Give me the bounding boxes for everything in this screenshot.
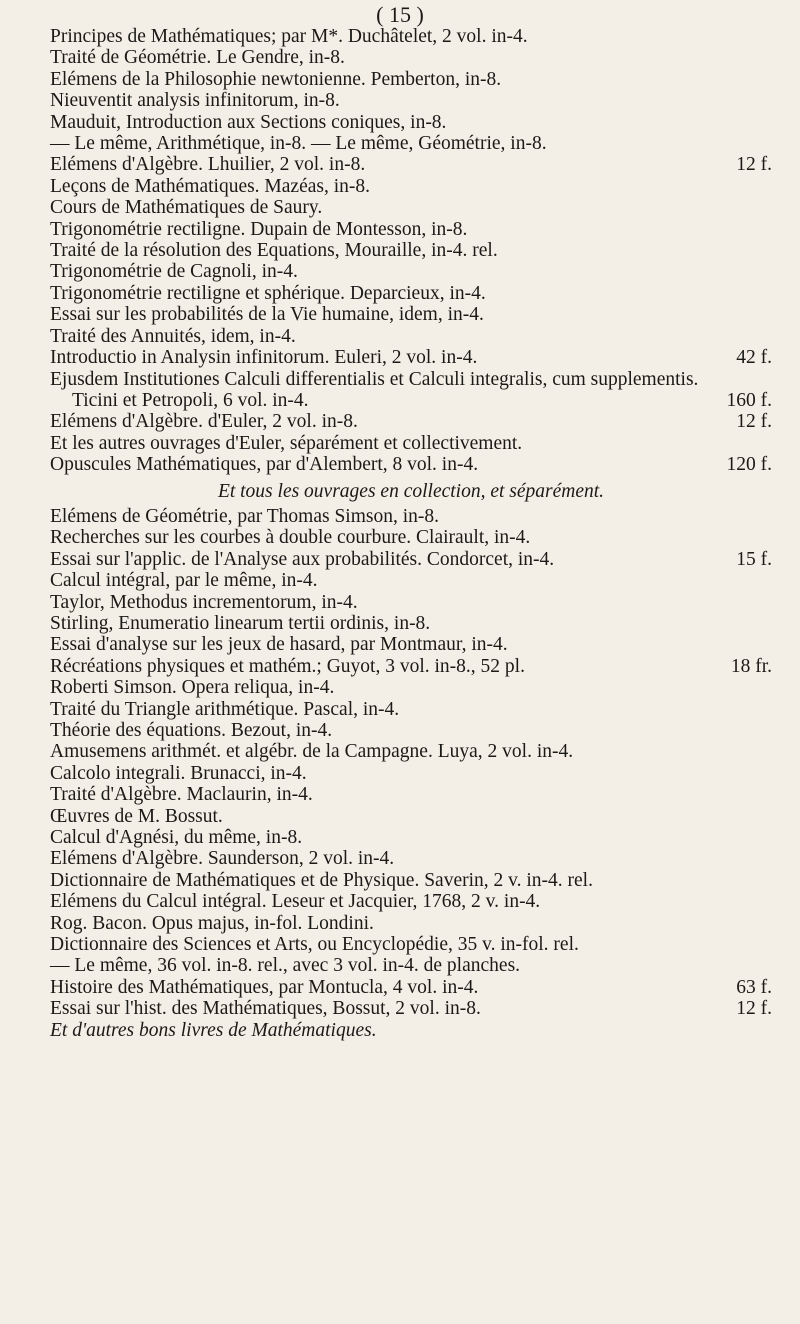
page-number: ( 15 ) xyxy=(376,2,424,27)
entry-price: 12 f. xyxy=(736,154,772,176)
entry-text: Traité du Triangle arithmétique. Pascal, in-4. xyxy=(50,698,400,720)
entry-text: Calcolo integrali. Brunacci, in-4. xyxy=(50,762,307,784)
catalogue-entry xyxy=(50,806,772,827)
catalogue-entry xyxy=(50,506,772,527)
catalogue-entry xyxy=(50,827,772,848)
entry-text: Stirling, Enumeratio linearum tertii ordinis, in-8. xyxy=(50,612,431,634)
catalogue-entry xyxy=(50,763,772,784)
entry-price: 12 f. xyxy=(736,998,772,1020)
catalogue-entry xyxy=(50,699,772,720)
entry-text: Calcul d'Agnési, du même, in-8. xyxy=(50,827,303,849)
entry-text: Nieuventit analysis infinitorum, in-8. xyxy=(50,90,340,112)
catalogue-entry xyxy=(50,219,772,240)
catalogue-entry xyxy=(50,592,772,613)
entry-price: 120 f. xyxy=(726,454,772,476)
entry-text: Et tous les ouvrages en collection, et séparément. xyxy=(217,480,605,502)
entry-text: Traité d'Algèbre. Maclaurin, in-4. xyxy=(50,784,313,806)
entry-text: Essai d'analyse sur les jeux de hasard, par Montmaur, in-4. xyxy=(50,634,508,656)
entry-text: Trigonométrie rectiligne et sphérique. Deparcieux, in-4. xyxy=(50,282,486,304)
entry-text: Traité de Géométrie. Le Gendre, in-8. xyxy=(50,47,345,69)
entry-text: Elémens de Géométrie, par Thomas Simson, in-8. xyxy=(50,505,440,527)
catalogue-entry xyxy=(50,283,772,304)
catalogue-entry xyxy=(50,133,772,154)
catalogue-entry xyxy=(50,656,772,677)
catalogue-entry xyxy=(50,913,772,934)
entry-text: Essai sur l'applic. de l'Analyse aux probabilités. Condorcet, in-4. xyxy=(50,548,555,570)
catalogue-entry xyxy=(50,433,772,454)
entry-text: Trigonométrie rectiligne. Dupain de Montesson, in-8. xyxy=(50,218,468,240)
entry-text: Trigonométrie de Cagnoli, in-4. xyxy=(50,261,298,283)
entry-text: Elémens du Calcul intégral. Leseur et Jacquier, 1768, 2 v. in-4. xyxy=(50,891,541,913)
catalogue-entry xyxy=(50,998,772,1019)
entry-text: Recherches sur les courbes à double courbure. Clairault, in-4. xyxy=(50,527,531,549)
catalogue-entry xyxy=(50,527,772,548)
entry-text: Elémens d'Algèbre. Saunderson, 2 vol. in-4. xyxy=(50,848,395,870)
catalogue-entry xyxy=(50,741,772,762)
entry-text: Ejusdem Institutiones Calculi differentialis et Calculi integralis, cum supplementis. Ticini et Petropoli, 6 vol. in-4. xyxy=(50,368,699,411)
entry-text: Elémens d'Algèbre. d'Euler, 2 vol. in-8. xyxy=(50,411,358,433)
entry-text: Et d'autres bons livres de Mathématiques. xyxy=(50,1019,377,1041)
entry-price: 160 f. xyxy=(726,389,772,411)
entry-price: 42 f. xyxy=(736,347,772,369)
catalogue-entry xyxy=(50,454,772,475)
entry-text: Elémens d'Algèbre. Lhuilier, 2 vol. in-8. xyxy=(50,154,366,176)
entry-text: Principes de Mathématiques; par M*. Duchâtelet, 2 vol. in-4. xyxy=(50,26,528,47)
entry-text: Essai sur les probabilités de la Vie humaine, idem, in-4. xyxy=(50,304,484,326)
entry-text: Dictionnaire des Sciences et Arts, ou Encyclopédie, 35 v. in-fol. rel. xyxy=(50,934,579,956)
entry-text: Récréations physiques et mathém.; Guyot, 3 vol. in-8., 52 pl. xyxy=(50,655,525,677)
catalogue-entry xyxy=(50,570,772,591)
catalogue-entry xyxy=(50,411,772,432)
catalogue-entry xyxy=(50,304,772,325)
catalogue-entry xyxy=(50,870,772,891)
catalogue-entry xyxy=(50,677,772,698)
catalogue-list xyxy=(50,26,772,1041)
catalogue-entry xyxy=(50,47,772,68)
entry-text: Essai sur l'hist. des Mathématiques, Bossut, 2 vol. in-8. xyxy=(50,998,481,1020)
catalogue-entry xyxy=(50,347,772,368)
catalogue-entry xyxy=(50,891,772,912)
catalogue-entry xyxy=(50,326,772,347)
entry-text: Œuvres de M. Bossut. xyxy=(50,805,223,827)
catalogue-entry xyxy=(50,613,772,634)
entry-text: Calcul intégral, par le même, in-4. xyxy=(50,570,318,592)
entry-text: Histoire des Mathématiques, par Montucla, 4 vol. in-4. xyxy=(50,976,479,998)
entry-text: Mauduit, Introduction aux Sections coniques, in-8. xyxy=(50,111,447,133)
entry-price: 15 f. xyxy=(736,548,772,570)
entry-text: Opuscules Mathématiques, par d'Alembert, 8 vol. in-4. xyxy=(50,454,479,476)
catalogue-entry xyxy=(50,934,772,955)
entry-text: Rog. Bacon. Opus majus, in-fol. Londini. xyxy=(50,912,374,934)
catalogue-entry xyxy=(50,977,772,998)
catalogue-entry xyxy=(50,1020,772,1041)
catalogue-entry xyxy=(50,720,772,741)
catalogue-entry xyxy=(50,955,772,976)
entry-text: Cours de Mathématiques de Saury. xyxy=(50,197,323,219)
entry-text: — Le même, 36 vol. in-8. rel., avec 3 vol. in-4. de planches. xyxy=(50,955,521,977)
entry-text: Leçons de Mathématiques. Mazéas, in-8. xyxy=(50,175,371,197)
catalogue-entry xyxy=(50,112,772,133)
entry-text: Traité de la résolution des Equations, Mouraille, in-4. rel. xyxy=(50,240,498,262)
entry-text: Elémens de la Philosophie newtonienne. Pemberton, in-8. xyxy=(50,68,502,90)
catalogue-entry xyxy=(50,549,772,570)
entry-text: Amusemens arithmét. et algébr. de la Campagne. Luya, 2 vol. in-4. xyxy=(50,741,574,763)
catalogue-entry xyxy=(50,848,772,869)
catalogue-entry xyxy=(50,26,772,47)
catalogue-entry xyxy=(50,176,772,197)
catalogue-entry xyxy=(50,634,772,655)
entry-text: Dictionnaire de Mathématiques et de Physique. Saverin, 2 v. in-4. rel. xyxy=(50,869,593,891)
catalogue-entry xyxy=(50,69,772,90)
entry-text: Taylor, Methodus incrementorum, in-4. xyxy=(50,591,358,613)
entry-price: 12 f. xyxy=(736,411,772,433)
entry-text: Théorie des équations. Bezout, in-4. xyxy=(50,720,333,741)
catalogue-entry xyxy=(50,369,772,412)
catalogue-entry xyxy=(50,197,772,218)
catalogue-entry xyxy=(50,240,772,261)
entry-price: 63 f. xyxy=(736,976,772,998)
catalogue-entry xyxy=(50,261,772,282)
entry-text: Roberti Simson. Opera reliqua, in-4. xyxy=(50,677,335,699)
catalogue-entry xyxy=(50,90,772,111)
entry-text: Introductio in Analysin infinitorum. Euleri, 2 vol. in-4. xyxy=(50,347,478,369)
section-note xyxy=(50,481,772,502)
catalogue-entry xyxy=(50,154,772,175)
entry-price: 18 fr. xyxy=(730,655,772,677)
entry-text: Traité des Annuités, idem, in-4. xyxy=(50,325,296,347)
entry-text: Et les autres ouvrages d'Euler, séparément et collectivement. xyxy=(50,432,523,454)
catalogue-entry xyxy=(50,784,772,805)
entry-text: — Le même, Arithmétique, in-8. — Le même, Géométrie, in-8. xyxy=(50,133,547,155)
